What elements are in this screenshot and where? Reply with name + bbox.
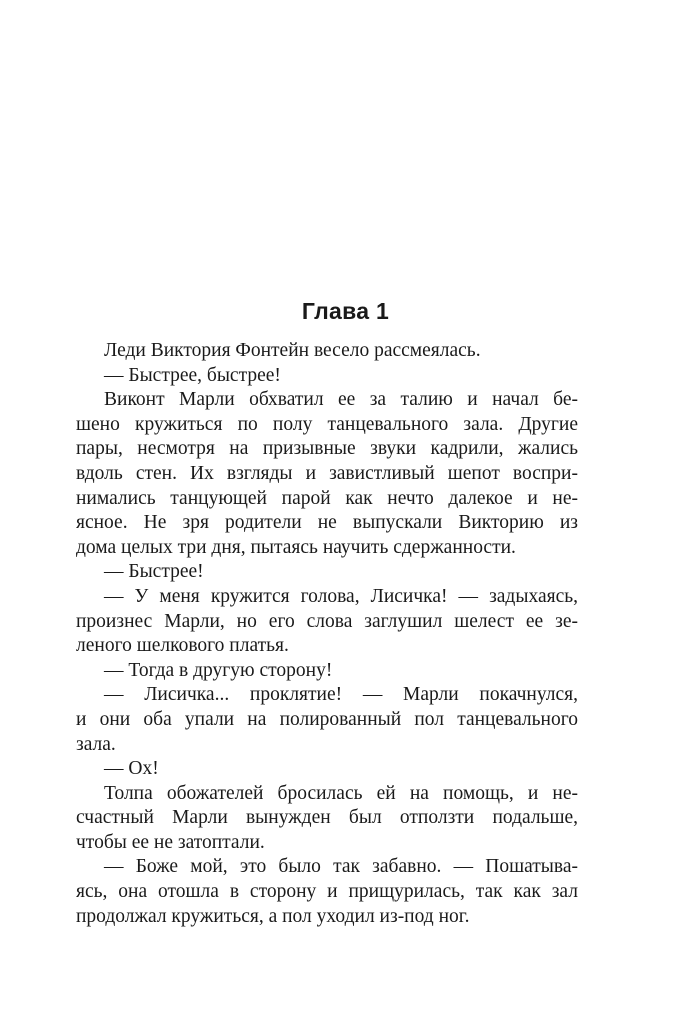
text-line: вдоль стен. Их взгляды и завистливый шепот воспри- xyxy=(76,462,578,484)
text-line: нимались танцующей парой как нечто далекое и не- xyxy=(76,487,578,509)
chapter-body xyxy=(76,339,578,929)
text-line: ясь, она отошла в сторону и прищурилась, так как зал xyxy=(76,881,578,903)
text-line: дома целых три дня, пытаясь научить сдержанности. xyxy=(76,536,516,558)
text-line: шено кружиться по полу танцевального зала. Другие xyxy=(76,413,578,435)
text-line: Леди Виктория Фонтейн весело рассмеялась. xyxy=(104,340,481,361)
text-line: — Быстрее! xyxy=(104,561,204,583)
text-line: — Лисичка... проклятие! — Марли покачнулся, xyxy=(104,684,578,706)
text-line: — Тогда в другую сторону! xyxy=(104,659,333,681)
text-line: счастный Марли вынужден был отползти подальше, xyxy=(76,807,578,829)
text-line: — У меня кружится голова, Лисичка! — задыхаясь, xyxy=(104,585,578,607)
text-line: Толпа обожателей бросилась ей на помощь, и не- xyxy=(104,782,578,804)
text-line: ясное. Не зря родители не выпускали Викторию из xyxy=(76,512,578,534)
text-line: пары, несмотря на призывные звуки кадрили, жались xyxy=(76,438,578,460)
text-line: леного шелкового платья. xyxy=(76,635,289,657)
text-line: — Боже мой, это было так забавно. — Пошатыва- xyxy=(104,856,578,878)
text-line: зала. xyxy=(76,733,116,755)
text-line: — Ох! xyxy=(104,758,159,780)
text-line: продолжал кружиться, а пол уходил из-под ног. xyxy=(76,905,470,927)
text-line: Виконт Марли обхватил ее за талию и начал бе- xyxy=(104,389,578,411)
chapter-title: Глава 1 xyxy=(301,298,390,324)
text-line: — Быстрее, быстрее! xyxy=(104,364,281,386)
text-line: и они оба упали на полированный пол танцевального xyxy=(76,708,578,730)
text-line: произнес Марли, но его слова заглушил шелест ее зе- xyxy=(76,610,578,632)
text-line: чтобы ее не затоптали. xyxy=(76,831,265,853)
